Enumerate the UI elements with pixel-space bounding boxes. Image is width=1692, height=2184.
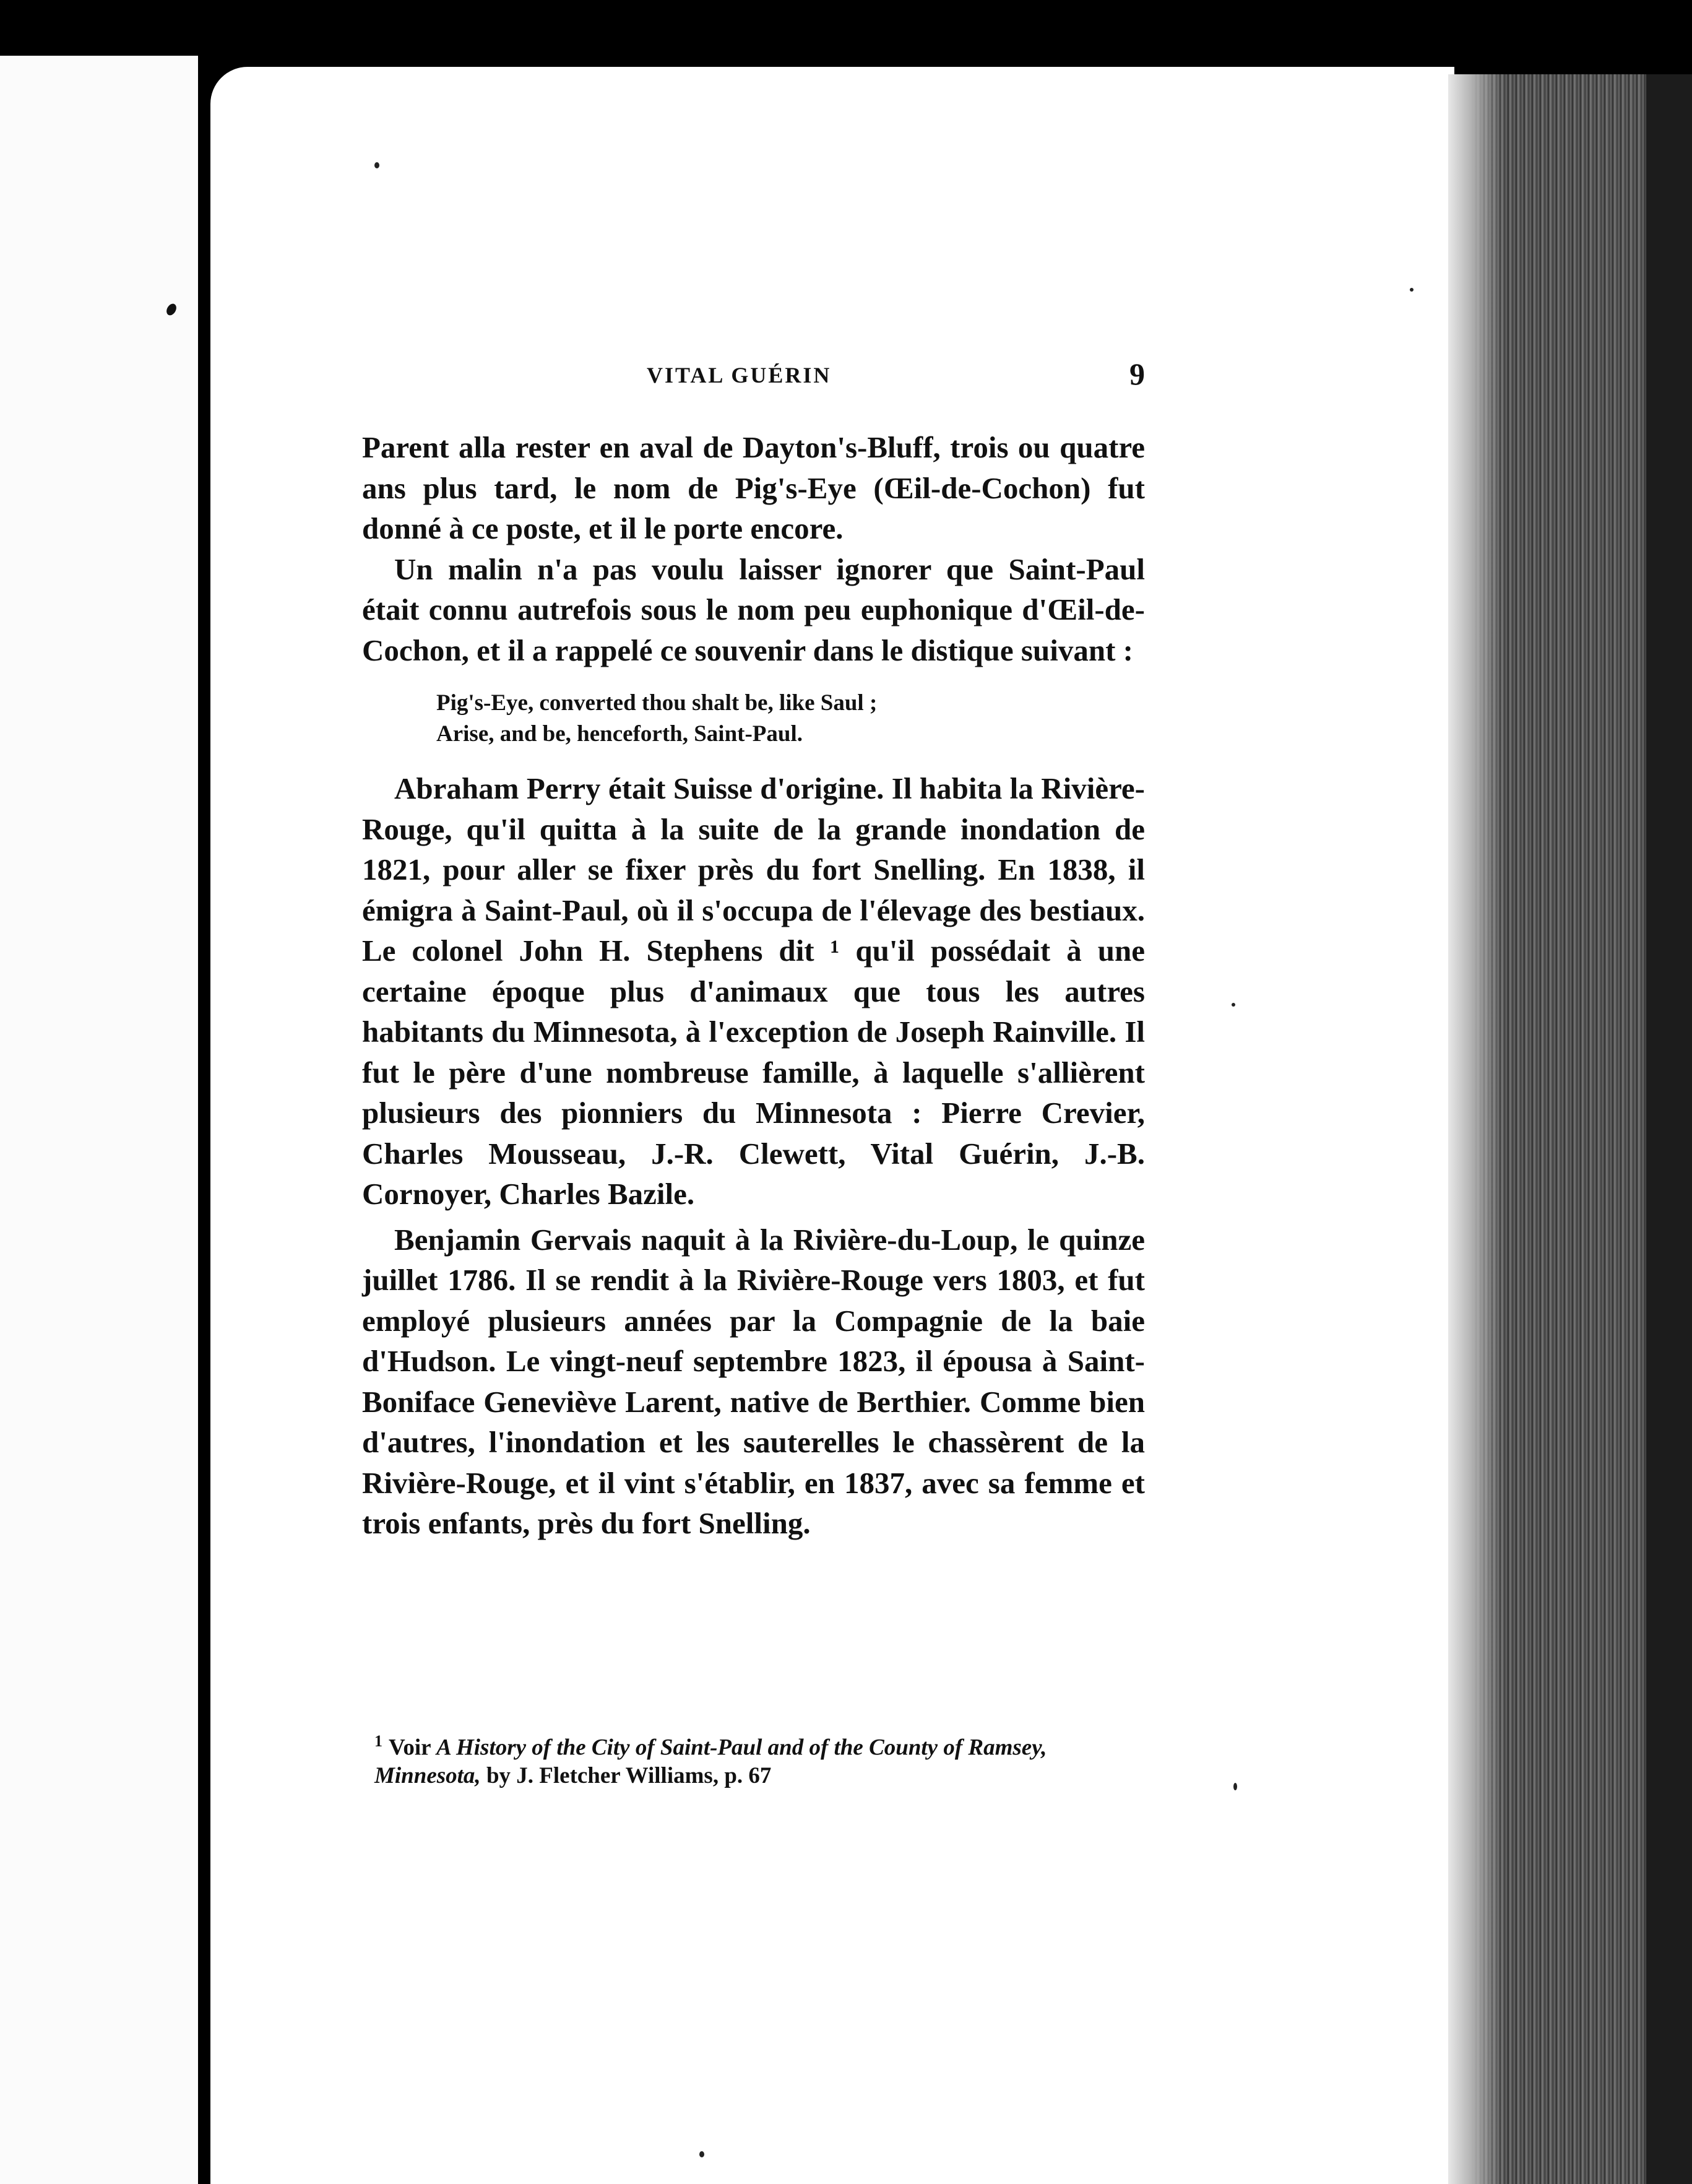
- verse-line: Arise, and be, henceforth, Saint-Paul.: [436, 721, 803, 747]
- verse-couplet: [362, 688, 1145, 750]
- footnote-marker: 1: [374, 1732, 382, 1750]
- running-head: [362, 356, 1145, 399]
- speck: [699, 2151, 704, 2157]
- running-title: VITAL GUÉRIN: [647, 363, 832, 388]
- gutter-edge: [1646, 74, 1692, 2184]
- gutter-shadow: [1448, 74, 1504, 2184]
- page-number: 9: [1129, 357, 1145, 391]
- footnote-title: A History of the City of Saint-Paul and of the County of Ramsey, Minnesota,: [374, 1735, 1047, 1789]
- speck: [374, 162, 379, 168]
- ink-mark: [165, 302, 178, 317]
- left-page-edge: [0, 56, 198, 2184]
- footnote-prefix: Voir: [389, 1735, 431, 1761]
- paragraph: Benjamin Gervais naquit à la Rivière-du-Loup, le quinze juillet 1786. Il se rendit à la Rivière-Rouge vers 1803, et fut employé plusieurs années par la Compagnie de la baie d'Hudson. Le vingt-neuf septembre 1823, il épousa à Saint-Boniface Geneviève Larent, native de Berthier. Comme bien d'autres, l'inondation et les sauterelles le chassèrent de la Rivière-Rouge, et il vint s'établir, en 1837, avec sa femme et trois enfants, près du fort Snelling.: [362, 1222, 1145, 1540]
- paragraph: Abraham Perry était Suisse d'origine. Il habita la Rivière-Rouge, qu'il quitta à la suite de la grande inondation de 1821, pour aller se fixer près du fort Snelling. En 1838, il émigra à Saint-Paul, où il s'occupa de l'élevage des bestiaux. Le colonel John H. Stephens dit ¹ qu'il possédait à une certaine époque plus d'animaux que tous les autres habitants du Minnesota, à l'exception de Joseph Rainville. Il fut le père d'une nombreuse famille, à laquelle s'allièrent plusieurs des pionniers du Minnesota : Pierre Crevier, Charles Mousseau, J.-R. Clewett, Vital Guérin, J.-B. Cornoyer, Charles Bazile.: [362, 771, 1145, 1211]
- speck: [1232, 1003, 1235, 1007]
- footnote-citation: by J. Fletcher Williams, p. 67: [486, 1763, 772, 1789]
- paragraph: Parent alla rester en aval de Dayton's-Bluff, trois ou quatre ans plus tard, le nom de Pig's-Eye (Œil-de-Cochon) fut donné à ce poste, et il le porte encore.: [362, 430, 1145, 545]
- footnote: [374, 1727, 1148, 1790]
- body-text: [362, 427, 1145, 1544]
- speck: [1233, 1783, 1237, 1790]
- verse-line: Pig's-Eye, converted thou shalt be, like Saul ;: [436, 690, 878, 716]
- paragraph: Un malin n'a pas voulu laisser ignorer que Saint-Paul était connu autrefois sous le nom peu euphonique d'Œil-de-Cochon, et il a rappelé ce souvenir dans le distique suivant :: [362, 552, 1145, 667]
- speck: [1410, 288, 1414, 292]
